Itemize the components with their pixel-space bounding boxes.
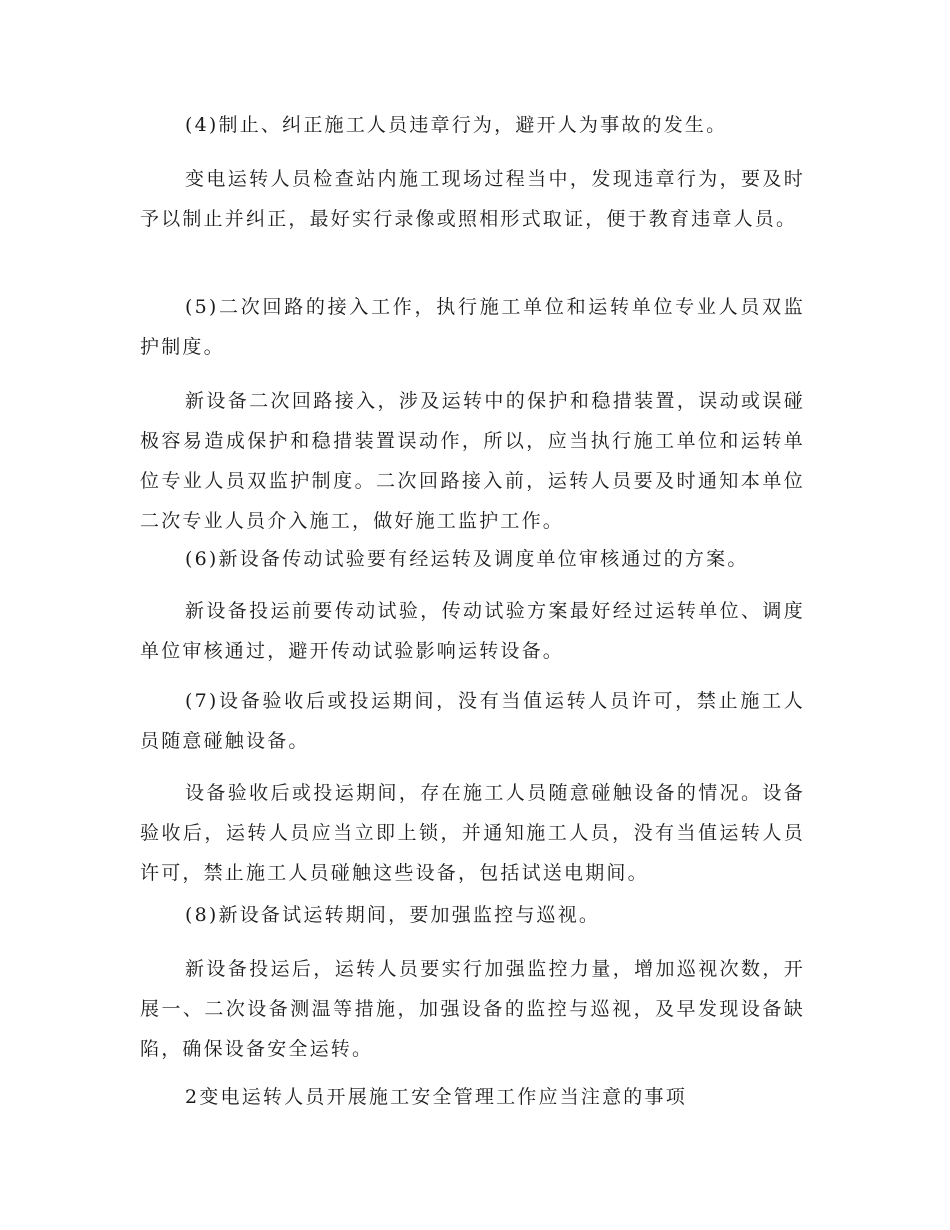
section-2-heading: 2变电运转人员开展施工安全管理工作应当注意的事项: [185, 1086, 687, 1108]
paragraph-item-7-body: 设备验收后或投运期间，存在施工人员随意碰触设备的情况。设备验收后，运转人员应当立即上锁，并通知施工人员，没有当值运转人员许可，禁止施工人员碰触这些设备，包括试送电期间。: [140, 782, 805, 884]
paragraph-item-5-body: 新设备二次回路接入，涉及运转中的保护和稳措装置，误动或误碰极容易造成保护和稳措装置误动作，所以，应当执行施工单位和运转单位专业人员双监护制度。二次回路接入前，运转人员要及时通知本单位二次专业人员介入施工，做好施工监护工作。: [140, 390, 805, 532]
paragraph-item-7-heading: (7)设备验收后或投运期间，没有当值运转人员许可，禁止施工人员随意碰触设备。: [140, 690, 805, 752]
paragraph-item-8-heading: (8)新设备试运转期间，要加强监控与巡视。: [185, 904, 601, 926]
paragraph-item-5-heading: (5)二次回路的接入工作，执行施工单位和运转单位专业人员双监护制度。: [140, 296, 805, 358]
paragraph-item-8-body: 新设备投运后，运转人员要实行加强监控力量，增加巡视次数，开展一、二次设备测温等措施，加强设备的监控与巡视，及早发现设备缺陷，确保设备安全运转。: [140, 958, 805, 1060]
paragraph-item-6-body: 新设备投运前要传动试验，传动试验方案最好经过运转单位、调度单位审核通过，避开传动试验影响运转设备。: [140, 600, 805, 662]
paragraph-item-4-heading: (4)制止、纠正施工人员违章行为，避开人为事故的发生。: [185, 114, 728, 136]
paragraph-item-4-body: 变电运转人员检查站内施工现场过程当中，发现违章行为，要及时予以制止并纠正，最好实行录像或照相形式取证，便于教育违章人员。: [140, 168, 805, 230]
paragraph-item-6-heading: (6)新设备传动试验要有经运转及调度单位审核通过的方案。: [185, 548, 749, 570]
